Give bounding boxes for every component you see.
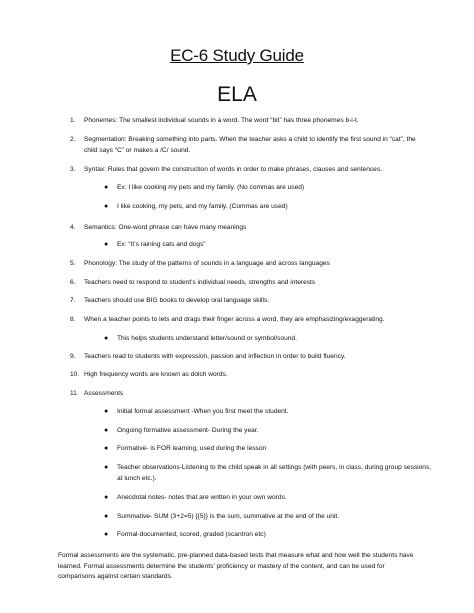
bullet-text: Anecdotal notes- notes that are written in your own words. — [117, 494, 287, 501]
list-text: High frequency words are known as dolch words. — [84, 371, 228, 378]
list-text: Segmentation: Breaking something into parts. When the teacher asks a child to identify the first sound in “cat”, the child says “C” or makes a /C/ sound. — [84, 136, 416, 154]
bullet-text: Formative- is FOR learning, used during the lesson — [117, 445, 267, 452]
list-number: 9. — [70, 353, 76, 360]
bullet-text: This helps students understand letter/sound or symbol/sound. — [117, 335, 297, 342]
bullet-text: Ex: “It’s raining cats and dogs” — [117, 241, 206, 248]
section-heading: ELA — [217, 83, 257, 106]
bullet-text: Ex: I like cooking my pets and my family. (No commas are used) — [117, 184, 305, 191]
list-text: Phonemes: The smallest individual sounds in a word. The word “bit” has three phonemes b-i-t. — [84, 117, 359, 124]
list-text: Syntax: Rules that govern the construction of words in order to make phrases, clauses and sentences. — [84, 166, 382, 173]
bullet-text: I like cooking, my pets, and my family. (Commas are used) — [117, 203, 288, 210]
bullet-text: Teacher observations-Listening to the child speak in all settings (with peers, in class, during group sessions, at lunch etc.). — [117, 464, 432, 482]
list-number: 4. — [70, 224, 76, 231]
bullet-icon: ● — [104, 427, 109, 434]
list-number: 7. — [70, 297, 76, 304]
bullet-icon: ● — [104, 408, 109, 415]
list-number: 6. — [70, 279, 76, 286]
bullet-text: Formal-documented, scored, graded (scantron etc) — [117, 531, 266, 538]
list-text: When a teacher points to lets and drags their finger across a word, they are emphasizing/exaggerating. — [84, 316, 385, 323]
bullet-icon: ● — [104, 445, 109, 452]
page-title: EC-6 Study Guide — [170, 46, 304, 65]
bullet-icon: ● — [104, 494, 109, 501]
bullet-text: Ongoing formative assessment- During the year. — [117, 427, 259, 434]
footer-paragraph: Formal assessments are the systematic, pre-planned data-based tests that measure what and how well the students have learned. Formal assessments determine the students’ proficiency or mastery of the content, and can be used for comparisons against certain standards. — [58, 552, 414, 580]
list-number: 1. — [70, 117, 76, 124]
bullet-icon: ● — [104, 335, 109, 342]
bullet-icon: ● — [104, 184, 109, 191]
bullet-icon: ● — [104, 513, 109, 520]
list-number: 5. — [70, 260, 76, 267]
list-text: Semantics: One-word phrase can have many meanings — [84, 224, 247, 231]
list-text: Teachers need to respond to student’s individual needs, strengths and interests — [84, 279, 316, 286]
bullet-icon: ● — [104, 241, 109, 248]
bullet-text: Summative- SUM (3+2=5) {{5}} is the sum, summative at the end of the unit. — [117, 513, 340, 520]
bullet-text: Initial formal assessment -When you first meet the student. — [117, 408, 289, 415]
list-number: 11. — [70, 390, 79, 397]
list-number: 8. — [70, 316, 76, 323]
list-text: Phonology: The study of the patterns of sounds in a language and across languages — [84, 260, 330, 267]
list-number: 10. — [70, 371, 80, 378]
list-number: 2. — [70, 136, 76, 143]
bullet-icon: ● — [104, 203, 109, 210]
bullet-icon: ● — [104, 464, 109, 471]
list-text: Assessments — [84, 390, 124, 397]
bullet-icon: ● — [104, 531, 109, 538]
list-text: Teachers read to students with expression, passion and inflection in order to build fluency. — [84, 353, 346, 360]
list-text: Teachers should use BIG books to develop oral language skills. — [84, 297, 270, 304]
list-number: 3. — [70, 166, 76, 173]
